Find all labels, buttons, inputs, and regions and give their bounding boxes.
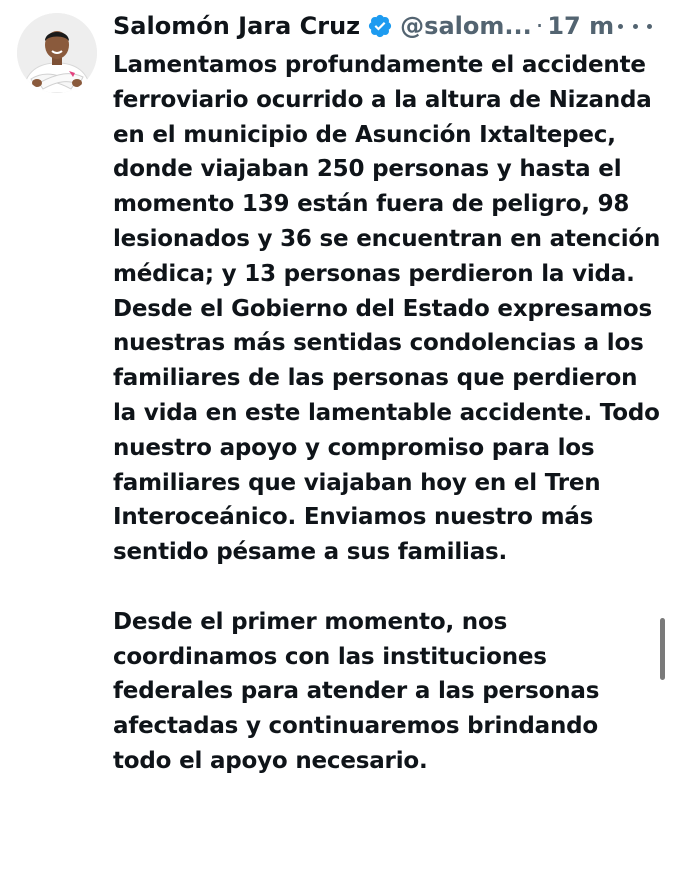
separator-dot: · xyxy=(535,12,544,40)
avatar-image xyxy=(17,13,97,93)
tweet-paragraph: Lamentamos profundamente el accidente ferroviario ocurrido a la altura de Nizanda en el municipio de Asunción Ixtaltepec, donde viajaban 250 personas y hasta el momento 139 están fuera de peligro, 98 lesionados y 36 se encuentran en atención médica; y 13 personas perdieron la vida. Desde el Gobierno del Estado expresamos nuestras más sentidas condolencias a los familiares de las personas que perdieron la vida en este lamentable accidente. Todo nuestro apoyo y compromiso para los familiares que viajaban hoy en el Tren Interoceánico. Enviamos nuestro más sentido pésame a sus familias. xyxy=(113,52,661,566)
more-options-icon[interactable] xyxy=(618,14,652,38)
author-name[interactable]: Salomón Jara Cruz xyxy=(113,12,361,40)
verified-badge-icon xyxy=(367,13,393,39)
timestamp[interactable]: 17 m xyxy=(547,12,615,40)
tweet-text xyxy=(113,48,661,779)
tweet-paragraph: Desde el primer momento, nos coordinamos con las instituciones federales para atender a las personas afectadas y continuaremos brindando todo el apoyo necesario. xyxy=(113,608,600,774)
author-handle[interactable]: @salom... xyxy=(400,12,532,40)
tweet-header xyxy=(113,6,614,46)
paragraph-gap xyxy=(113,570,661,605)
scrollbar[interactable] xyxy=(660,618,665,680)
avatar[interactable] xyxy=(17,13,97,93)
